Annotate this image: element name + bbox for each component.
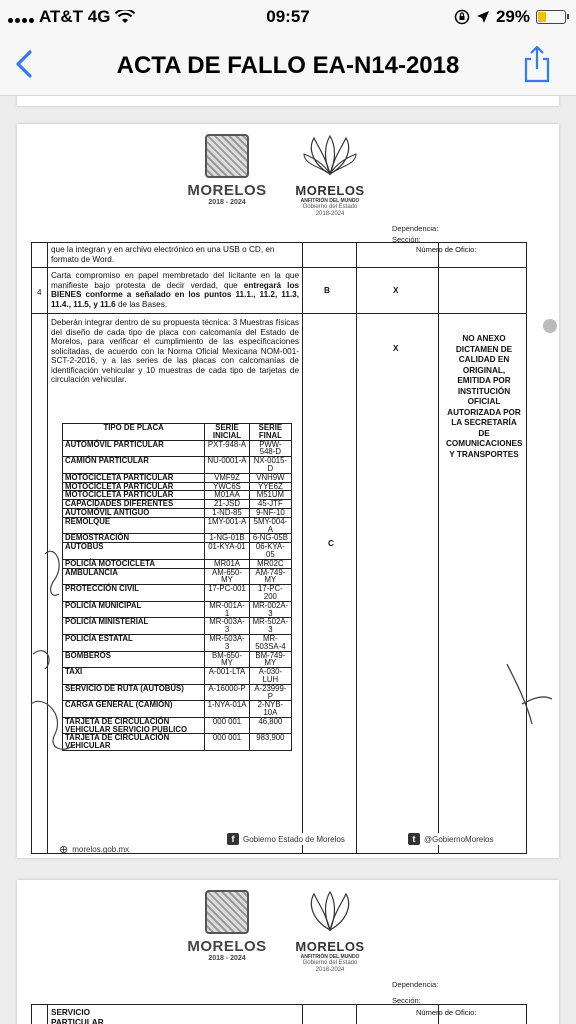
serie-inicial-cell: 000 001 xyxy=(205,734,250,751)
next-morelos-logo xyxy=(187,890,267,962)
plate-type-cell: POLICÍA ESTATAL xyxy=(63,634,205,651)
footer-tw-text: @GobiernoMorelos xyxy=(424,834,494,844)
footer-web-text: morelos.gob.mx xyxy=(72,845,130,854)
serie-final-cell: MR-503SA-4 xyxy=(249,634,291,651)
row3-col-c: C xyxy=(328,539,334,548)
next-logo-right-years: 2018-2024 xyxy=(315,967,345,973)
document-title: ACTA DE FALLO EA-N14-2018 xyxy=(116,52,460,79)
plate-type-cell: CAPACIDADES DIFERENTES xyxy=(63,500,205,509)
web-icon: ⊕ xyxy=(59,844,69,856)
plate-type-cell: AMBULANCIA xyxy=(63,568,205,585)
serie-final-cell: 46,800 xyxy=(249,717,291,734)
next-logo-left-years: 2018 - 2024 xyxy=(208,955,246,962)
table-row xyxy=(63,684,292,701)
plate-type-cell: AUTOMÓVIL PARTICULAR xyxy=(63,440,205,457)
next-morelos-anfitrion-logo xyxy=(285,890,375,974)
plate-type-cell: MOTOCICLETA PARTICULAR xyxy=(63,482,205,491)
dependencia-label: Dependencia: xyxy=(392,224,439,233)
seccion-label: Sección: xyxy=(392,235,421,244)
table-row xyxy=(63,734,292,751)
logo-left-name: MORELOS xyxy=(187,182,267,199)
row2-col-b: B xyxy=(324,286,330,295)
serie-final-cell: MR-002A-3 xyxy=(249,601,291,618)
next-flower-logo-icon xyxy=(302,890,358,934)
plate-type-cell: CARGA GENERAL (CAMIÓN) xyxy=(63,701,205,718)
row3-note: NO ANEXO DICTAMEN DE CALIDAD EN ORIGINAL, EMITIDA POR INSTITUCIÓN OFICIAL AUTORIZADA POR LA SECRETARÍA DE COMUNICACIONES Y TRANSPORTES xyxy=(446,334,523,459)
coat-of-arms-icon xyxy=(205,134,249,178)
table-row xyxy=(63,568,292,585)
plate-type-cell: TAXI xyxy=(63,668,205,685)
plate-type-cell: CAMIÓN PARTICULAR xyxy=(63,457,205,474)
clock: 09:57 xyxy=(266,7,310,26)
serie-inicial-cell: 1-NYA-01A xyxy=(205,701,250,718)
pdf-page xyxy=(17,124,559,858)
next-row-text: SERVICIO PARTICULAR xyxy=(51,1008,104,1024)
serie-final-cell: A-23999-P xyxy=(249,684,291,701)
serie-inicial-cell: 1-NG-01B xyxy=(205,534,250,543)
row3-text: Deberán integrar dentro de su propuesta técnica: 3 Muestras físicas del diseño de cada tipo de placa con calcomanía del Estado de Morelos, para verificar el cumplimiento de las especificaciones solicitadas, de acuerdo con la Norma Oficial Mexicana NOM-001-SCT-2-2016, y a las series de las placas con calcomanías de identificación vehicular y 10 muestras de cada tipo de tarjetas de circulación vehicular. xyxy=(51,318,299,384)
logo-right-years: 2018-2024 xyxy=(315,211,345,217)
status-right xyxy=(454,7,566,27)
serie-final-cell: PWW-548-D xyxy=(249,440,291,457)
plate-type-cell: AUTOBÚS xyxy=(63,543,205,560)
plate-type-cell: SERVICIO DE RUTA (AUTOBÚS) xyxy=(63,684,205,701)
next-oficio-label: Número de Oficio: xyxy=(416,1008,477,1017)
logo-left-years: 2018 - 2024 xyxy=(208,199,246,206)
header-tipo: TIPO DE PLACA xyxy=(63,424,205,441)
plates-table xyxy=(62,423,292,751)
previous-page-edge xyxy=(17,96,559,106)
battery-percent: 29% xyxy=(495,7,530,26)
table-row xyxy=(63,717,292,734)
plate-type-cell: MOTOCICLETA PARTICULAR xyxy=(63,473,205,482)
plate-type-cell: REMOLQUE xyxy=(63,517,205,534)
serie-inicial-cell: AM-650-MY xyxy=(205,568,250,585)
row2-text-c: de las Bases. xyxy=(117,299,168,309)
next-logo-right-sub: ANFITRIÓN DEL MUNDO xyxy=(300,954,360,960)
next-seccion-label: Sección: xyxy=(392,996,421,1005)
serie-inicial-cell: MR-001A-1 xyxy=(205,601,250,618)
logo-right-sub: ANFITRIÓN DEL MUNDO xyxy=(300,198,360,204)
table-row xyxy=(63,517,292,534)
serie-inicial-cell: A-16000-P xyxy=(205,684,250,701)
serie-inicial-cell: BM-650-MY xyxy=(205,651,250,668)
logo-right-name: MORELOS xyxy=(295,183,365,198)
serie-inicial-cell: 1-ND-85 xyxy=(205,508,250,517)
serie-inicial-cell: YWC6S xyxy=(205,482,250,491)
serie-inicial-cell: MR-503A-3 xyxy=(205,634,250,651)
requirements-table xyxy=(31,242,527,854)
serie-final-cell: 45-JTF xyxy=(249,500,291,509)
plate-type-cell: PROTECCIÓN CIVIL xyxy=(63,585,205,602)
header-serie-inicial: SERIE INICIAL xyxy=(205,424,250,441)
footer-facebook xyxy=(227,833,345,845)
status-bar xyxy=(0,0,576,34)
plate-type-cell: TARJETA DE CIRCULACIÓN VEHICULAR SERVICIO PUBLICO xyxy=(63,717,205,734)
serie-inicial-cell: 01-KYA-01 xyxy=(205,543,250,560)
serie-inicial-cell: PXT-948-A xyxy=(205,440,250,457)
plate-type-cell: POLICÍA MUNICIPAL xyxy=(63,601,205,618)
scroll-indicator[interactable] xyxy=(543,319,557,333)
table-row xyxy=(63,668,292,685)
table-row xyxy=(63,701,292,718)
serie-final-cell: 6-NG-05B xyxy=(249,534,291,543)
serie-final-cell: MR-502A-3 xyxy=(249,618,291,635)
facebook-icon: f xyxy=(227,833,239,845)
serie-final-cell: M51UM xyxy=(249,491,291,500)
serie-final-cell: VNH9W xyxy=(249,473,291,482)
orientation-lock-icon xyxy=(454,9,470,25)
battery-fill xyxy=(538,12,546,22)
table-row xyxy=(63,634,292,651)
next-coat-of-arms-icon xyxy=(205,890,249,934)
carrier-label: AT&T 4G xyxy=(39,7,111,26)
table-row xyxy=(63,440,292,457)
table-row xyxy=(63,618,292,635)
serie-final-cell: 9-NF-10 xyxy=(249,508,291,517)
oficio-label: Número de Oficio: xyxy=(416,245,477,254)
serie-final-cell: 2-NYB-10A xyxy=(249,701,291,718)
next-logo-right-gob: Gobierno del Estado xyxy=(302,960,358,966)
location-icon xyxy=(476,10,490,24)
serie-final-cell: 5MY-004-A xyxy=(249,517,291,534)
serie-final-cell: NX-0015-D xyxy=(249,457,291,474)
table-row xyxy=(63,543,292,560)
next-header-logos xyxy=(177,890,397,973)
row2-text-b: entregará los BIENES conforme a señalado en los puntos 11.1., 11.2, 11.3, 11.4., 11.5, y 11.6 xyxy=(51,280,300,309)
footer-fb-text: Gobierno Estado de Morelos xyxy=(243,834,345,844)
plate-type-cell: POLICÍA MOTOCICLETA xyxy=(63,559,205,568)
plate-type-cell: MOTOCICLETA PARTICULAR xyxy=(63,491,205,500)
next-dependencia-label: Dependencia: xyxy=(392,980,439,989)
row-4 xyxy=(32,267,526,313)
plate-type-cell: TARJETA DE CIRCULACIÓN VEHICULAR xyxy=(63,734,205,751)
table-row xyxy=(63,559,292,568)
serie-inicial-cell: MR01A xyxy=(205,559,250,568)
serie-inicial-cell: M01AA xyxy=(205,491,250,500)
serie-final-cell: 983,900 xyxy=(249,734,291,751)
row2-col-x: X xyxy=(393,286,399,295)
row1-text: que la integran y en archivo electrónico en una USB o CD, en formato de Word. xyxy=(51,245,275,264)
morelos-anfitrion-logo xyxy=(285,134,375,218)
morelos-logo xyxy=(187,134,267,206)
table-row xyxy=(63,651,292,668)
serie-final-cell: 06-KYA-05 xyxy=(249,543,291,560)
serie-inicial-cell: MR-003A-3 xyxy=(205,618,250,635)
row2-text-a: Carta compromiso en papel membretado del licitante en la que manifieste bajo protesta de decir verdad, que xyxy=(51,271,299,290)
share-icon[interactable] xyxy=(520,44,554,84)
serie-final-cell: BM-749-MY xyxy=(249,651,291,668)
battery-icon xyxy=(536,10,566,24)
serie-inicial-cell: 17-PC-001 xyxy=(205,585,250,602)
navigation-bar xyxy=(0,34,576,96)
row3-col-x: X xyxy=(393,344,399,353)
twitter-icon: t xyxy=(408,833,420,845)
handwritten-signature xyxy=(497,644,557,734)
serie-inicial-cell: A-001-LTA xyxy=(205,668,250,685)
next-pdf-page xyxy=(17,880,559,1024)
table-row xyxy=(63,473,292,482)
plate-type-cell: BOMBEROS xyxy=(63,651,205,668)
header-serie-final: SERIE FINAL xyxy=(249,424,291,441)
table-row xyxy=(63,601,292,618)
serie-final-cell: MR02C xyxy=(249,559,291,568)
header-logos xyxy=(177,134,397,217)
table-row xyxy=(63,508,292,517)
table-row xyxy=(63,457,292,474)
serie-inicial-cell: 1MY-001-A xyxy=(205,517,250,534)
serie-inicial-cell: 21-JSD xyxy=(205,500,250,509)
plate-type-cell: POLICÍA MINISTERIAL xyxy=(63,618,205,635)
serie-final-cell: AM-749-MY xyxy=(249,568,291,585)
serie-final-cell: YYE6Z xyxy=(249,482,291,491)
plate-type-cell: DEMOSTRACIÓN xyxy=(63,534,205,543)
flower-logo-icon xyxy=(302,134,358,178)
table-row xyxy=(63,585,292,602)
serie-final-cell: A-030-LUH xyxy=(249,668,291,685)
serie-inicial-cell: 000 001 xyxy=(205,717,250,734)
row-number: 4 xyxy=(37,288,42,297)
next-table xyxy=(31,1004,527,1024)
pdf-viewer[interactable] xyxy=(0,96,576,1024)
serie-inicial-cell: VMF9Z xyxy=(205,473,250,482)
footer-twitter xyxy=(408,833,493,845)
footer-web xyxy=(59,843,129,856)
row2-text xyxy=(51,271,299,309)
plate-type-cell: AUTOMÓVIL ANTIGUO xyxy=(63,508,205,517)
logo-right-gob: Gobierno del Estado xyxy=(302,204,358,210)
next-logo-right-name: MORELOS xyxy=(295,939,365,954)
handwritten-marks xyxy=(25,544,85,764)
serie-inicial-cell: NU-0001-A xyxy=(205,457,250,474)
serie-final-cell: 17-PC-200 xyxy=(249,585,291,602)
next-logo-left-name: MORELOS xyxy=(187,938,267,955)
